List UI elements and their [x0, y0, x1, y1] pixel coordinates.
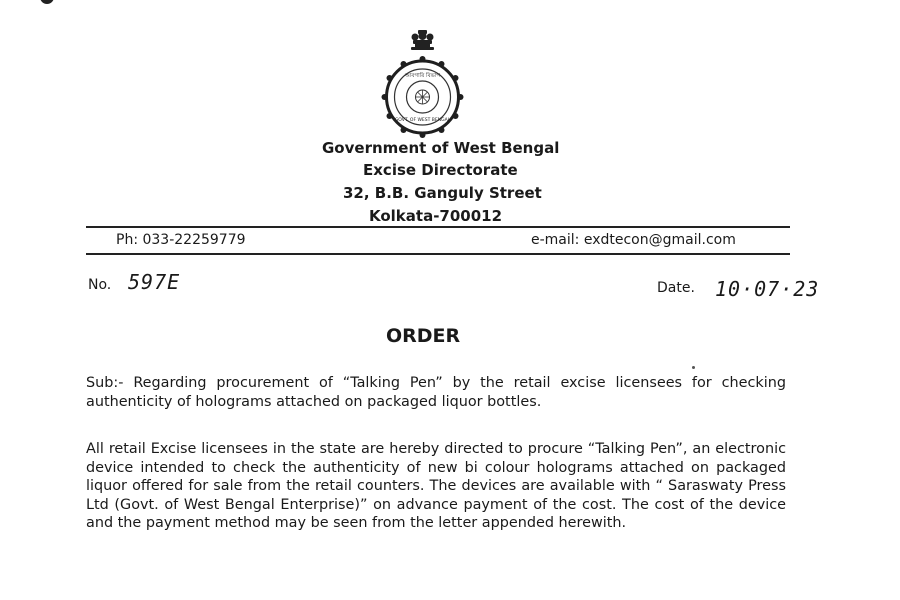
letterhead-line-city: Kolkata-700012	[369, 207, 503, 225]
seal-icon	[355, 28, 490, 138]
letterhead-line-street: 32, B.B. Ganguly Street	[343, 184, 542, 202]
document-title: ORDER	[386, 325, 461, 347]
seal-bottom-text: GOVT. OF WEST BENGAL	[394, 118, 451, 123]
reference-number-label: No.	[88, 277, 112, 293]
government-emblem-seal	[355, 28, 490, 138]
phone-number: Ph: 033-22259779	[116, 232, 246, 248]
date-value: 10·07·23	[715, 277, 820, 301]
body-paragraph: All retail Excise licensees in the state are hereby directed to procure “Talking Pen”, an electronic device intended to check the authenticity of new bi colour holograms attached on packaged liquor offered for sale from the retail counters. The devices are available with “ Saraswaty Press Ltd (Govt. of West Bengal Enterprise)” on advance payment of the cost. The cost of the device and the payment method may be seen from the letter appended herewith.	[86, 441, 786, 531]
scan-artifact-mark	[40, 0, 54, 4]
header-rule-bottom	[86, 253, 790, 255]
reference-number-value: 597E	[128, 270, 181, 294]
scan-speck	[692, 366, 695, 369]
header-rule-top	[86, 226, 790, 228]
letterhead-line-directorate: Excise Directorate	[363, 161, 518, 179]
subject-paragraph: Sub:- Regarding procurement of “Talking Pen” by the retail excise licensees for checking authenticity of holograms attached on packaged liquor bottles.	[86, 375, 786, 410]
seal-top-text: আবগারি বিভাগ	[405, 73, 440, 79]
email-address: e-mail: exdtecon@gmail.com	[531, 232, 736, 248]
letterhead-line-government: Government of West Bengal	[322, 139, 560, 157]
date-label: Date.	[657, 280, 695, 296]
